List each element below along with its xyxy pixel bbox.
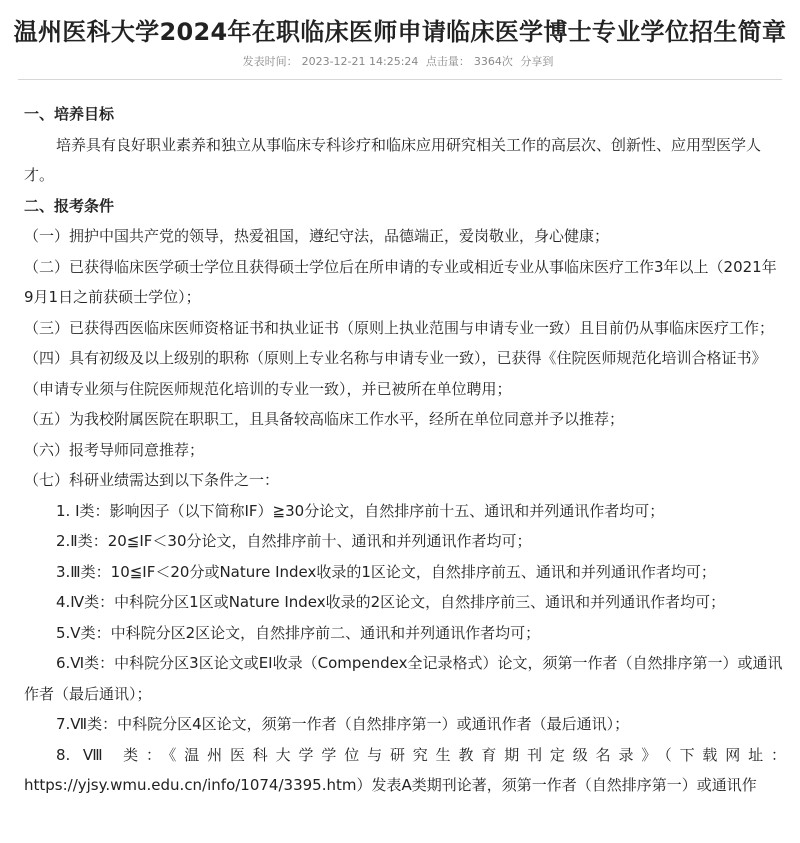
share-link[interactable]: 分享到 [520, 55, 554, 68]
research-item: 5.Ⅴ类：中科院分区2区论文，自然排序前二、通讯和并列通讯作者均可； [56, 623, 541, 642]
condition-item: （一）拥护中国共产党的领导，热爱祖国，遵纪守法，品德端正，爱岗敬业，身心健康； [24, 227, 610, 245]
publish-time-label: 发表时间： [242, 55, 298, 68]
page-title: 温州医科大学2024年在职临床医师申请临床医学博士专业学位招生简章 [13, 18, 787, 46]
condition-item: （三）已获得西医临床医师资格证书和执业证书（原则上执业范围与申请专业一致）且目前仍从事临床医疗工作； [24, 318, 775, 337]
paragraph: 培养具有良好职业素养和独立从事临床专科诊疗和临床应用研究相关工作的高层次、创新性、应用型医学人才。 [24, 135, 762, 184]
research-item: 6.Ⅵ类：中科院分区3区论文或EI收录（Compendex全记录格式）论文，须第一作者（自然排序第一）或通讯作者（最后通讯）； [24, 654, 783, 703]
research-item: 4.Ⅳ类：中科院分区1区或Nature Index收录的2区论文，自然排序前三、通讯和并列通讯作者均可； [56, 593, 726, 611]
condition-item: （二）已获得临床医学硕士学位且获得硕士学位后在所申请的专业或相近专业从事临床医疗工作3年以上（2021年9月1日之前获硕士学位）； [24, 257, 777, 306]
condition-item: （七）科研业绩需达到以下条件之一： [24, 471, 280, 489]
view-count: 3364次 [473, 55, 513, 68]
condition-item: （四）具有初级及以上级别的职称（原则上专业名称与申请专业一致），已获得《住院医师规范化培训合格证书》（申请专业须与住院医师规范化培训的专业一致），并已被所在单位聘用； [24, 349, 767, 398]
research-item: 8. Ⅷ 类：《温州医科大学学位与研究生教育期刊定级名录》（下载网址： [56, 745, 786, 764]
article-body [24, 99, 786, 801]
research-item-continued: https://yjsy.wmu.edu.cn/info/1074/3395.htm）发表A类期刊论著，须第一作者（自然排序第一）或通讯作 [24, 776, 757, 794]
condition-item: （六）报考导师同意推荐； [24, 440, 205, 459]
header-divider [18, 79, 782, 80]
article-meta [0, 53, 800, 69]
condition-item: （五）为我校附属医院在职职工，且具备较高临床工作水平，经所在单位同意并予以推荐； [24, 410, 625, 428]
research-item: 2.Ⅱ类：20≦IF＜30分论文，自然排序前十、通讯和并列通讯作者均可； [56, 532, 532, 550]
research-item: 3.Ⅲ类：10≦IF＜20分或Nature Index收录的1区论文，自然排序前五、通讯和并列通讯作者均可； [56, 562, 716, 581]
section-heading-goals: 一、培养目标 [24, 105, 115, 123]
publish-time: 2023-12-21 14:25:24 [301, 55, 419, 68]
views-label: 点击量： [425, 55, 470, 68]
research-item: 7.Ⅶ类：中科院分区4区论文，须第一作者（自然排序第一）或通讯作者（最后通讯）； [56, 715, 630, 733]
section-heading-requirements: 二、报考条件 [24, 196, 115, 215]
research-item: 1. Ⅰ类：影响因子（以下简称IF）≧30分论文，自然排序前十五、通讯和并列通讯作者均可； [56, 501, 665, 520]
